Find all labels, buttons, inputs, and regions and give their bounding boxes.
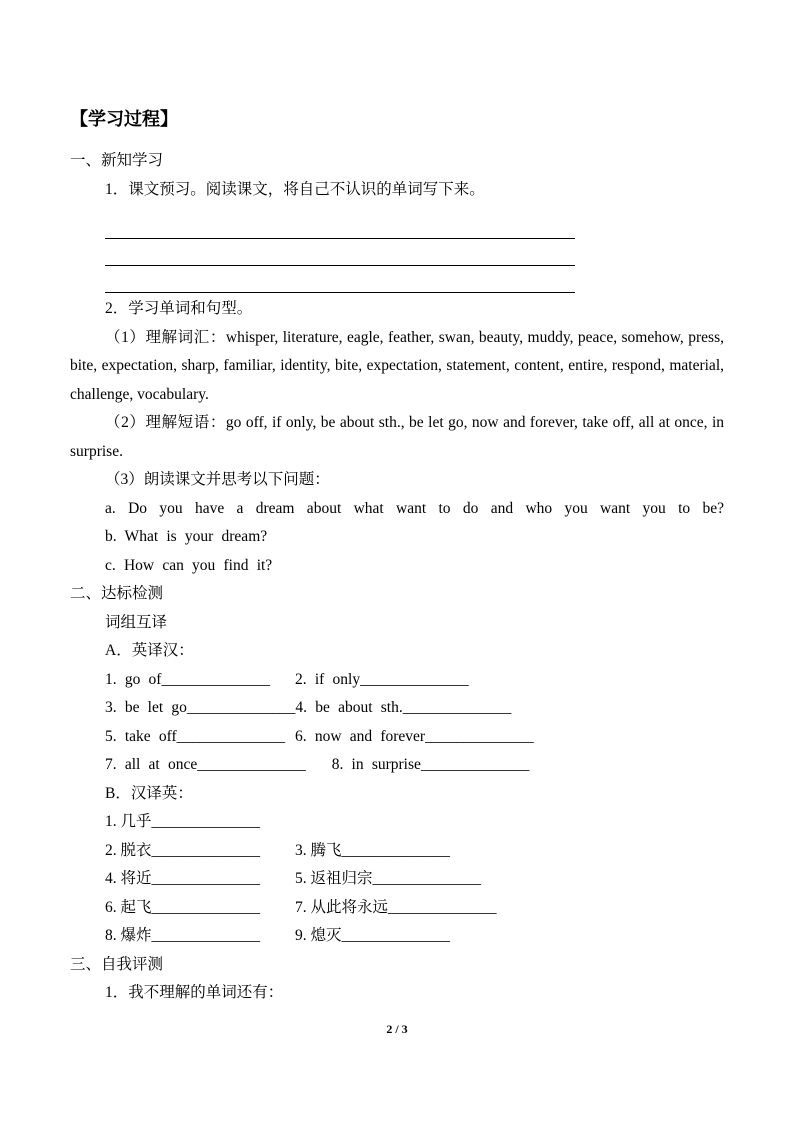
exercise-item-b2: 2. 脱衣______________ (105, 841, 261, 859)
exercise-row-b4 (70, 894, 724, 923)
exercise-row-a1 (70, 666, 724, 695)
part-a-label: A．英译汉： (105, 642, 194, 659)
section1-task1: 1．课文预习。阅读课文，将自己不认识的单词写下来。 (105, 180, 485, 198)
section1-heading: 一、新知学习 (70, 152, 164, 169)
page-number: 2 / 3 (386, 1022, 408, 1036)
section1-reading-prompt: （3）朗读课文并思考以下问题： (105, 471, 330, 488)
section1-task2: 2．学习单词和句型。 (105, 300, 253, 317)
section3-heading: 三、自我评测 (70, 955, 164, 973)
exercise-item-b8: 8. 爆炸______________ (105, 927, 261, 944)
answer-line-1 (105, 212, 575, 239)
exercise-item-b5: 5. 返祖归宗______________ (295, 870, 482, 887)
exercise-item-b6: 6. 起飞______________ (105, 898, 261, 916)
exercise-row-a2 (70, 694, 724, 723)
answer-blank-lines (70, 212, 724, 293)
exercise-item-a2: 2. if only______________ (295, 670, 469, 688)
section2-heading: 二、达标检测 (70, 585, 164, 602)
page-title: 【学习过程】 (70, 109, 178, 129)
vocab-paragraph: （1）理解词汇：whisper, literature, eagle, feather, swan, beauty, muddy, peace, somehow, press, bite, expectation, sharp, familiar, identity, bite, expectation, statement, content, entire, respond, material, challenge, vocabulary. (70, 328, 724, 403)
exercise-row-a3 (70, 723, 724, 752)
exercise-item-a6: 6. now and forever______________ (295, 727, 534, 745)
phrases-paragraph: （2）理解短语：go off, if only, be about sth., be let go, now and forever, take off, all at once, in surprise. (70, 414, 724, 460)
exercise-item-a3: 3. be let go______________ (105, 699, 296, 716)
exercise-item-a4: 4. be about sth.______________ (295, 699, 512, 716)
answer-line-2 (105, 239, 575, 266)
question-a: a. Do you have a dream about what want to do and who you want you to be? (105, 499, 724, 517)
question-c: c. How can you find it? (105, 556, 273, 574)
exercise-item-b9: 9. 熄灭______________ (295, 927, 451, 944)
question-b: b. What is your dream? (105, 528, 268, 545)
answer-line-3 (105, 266, 575, 293)
exercise-row-b5 (70, 922, 724, 951)
exercise-item-a1: 1. go of______________ (105, 670, 270, 688)
exercise-row-a4 (70, 751, 724, 780)
exercise-item-a5: 5. take off______________ (105, 727, 286, 745)
part-b-label: B．汉译英： (105, 784, 193, 802)
exercise-item-b4: 4. 将近______________ (105, 870, 261, 887)
exercise-row-b3 (70, 865, 724, 894)
exercise-item-b7: 7. 从此将永远______________ (295, 898, 497, 916)
exercise-item-a8: 8. in surprise______________ (331, 756, 530, 773)
exercise-row-b1 (70, 808, 724, 837)
exercise-item-b1: 1. 几乎______________ (105, 813, 261, 830)
exercise-row-b2 (70, 837, 724, 866)
section2-subtitle: 词组互译 (105, 613, 168, 631)
exercise-item-a7: 7. all at once______________ (105, 756, 306, 773)
section3-task1: 1．我不理解的单词还有： (105, 984, 284, 1001)
exercise-item-b3: 3. 腾飞______________ (295, 841, 451, 859)
